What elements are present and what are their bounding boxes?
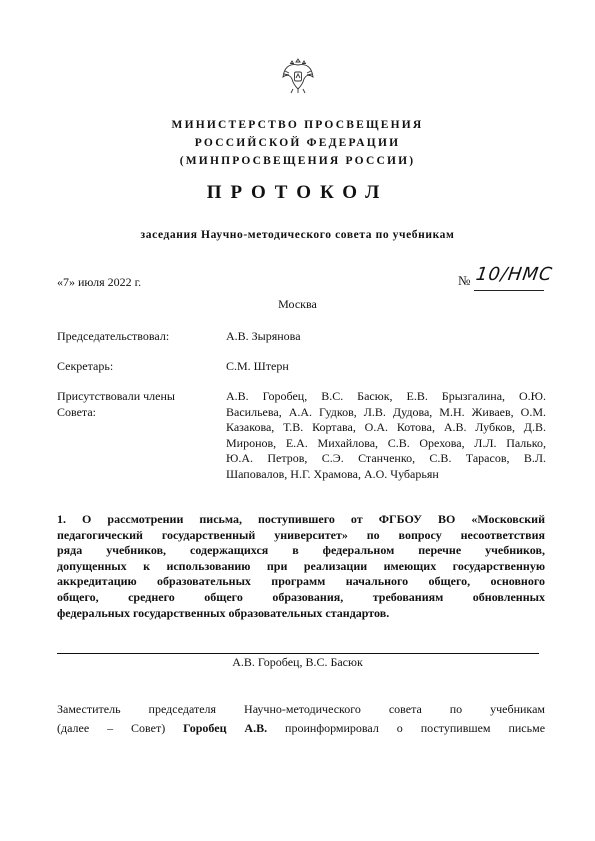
present-members-line: А.В. Горобец, В.С. Басюк, Е.В. Брызгалина, О.Ю. (226, 389, 546, 403)
present-members-label: Присутствовали члены Совета: (57, 389, 175, 419)
body-text-bold-name: Горобец А.В. (183, 721, 268, 735)
protocol-number-underline (474, 290, 544, 291)
ministry-name-line1: МИНИСТЕРСТВО ПРОСВЕЩЕНИЯ (171, 119, 424, 131)
coat-of-arms-icon (281, 55, 315, 95)
agenda-item-line: педагогический государственный университет» по вопросу несоответствия (57, 527, 545, 542)
present-members-line: Миронов, Е.А. Михайлова, С.В. Орехова, Л.Л. Палько, (226, 435, 546, 450)
chair-label: Председательствовал: (57, 329, 170, 343)
agenda-item-line: аккредитацию образовательных программ начального общего, основного (57, 574, 545, 589)
body-paragraph (57, 700, 545, 738)
present-members-line: Ю.А. Петров, С.Э. Станченко, С.В. Тарасов, В.Л. (226, 451, 546, 466)
secretary-label: Секретарь: (57, 359, 114, 373)
present-members-list (226, 389, 546, 483)
city: Москва (278, 297, 317, 311)
secretary-value: С.М. Штерн (226, 359, 289, 373)
agenda-item-line: федеральных государственных образовательных стандартов. (57, 605, 390, 620)
body-line: Заместитель председателя Научно-методического совета по учебникам (57, 702, 545, 716)
protocol-number-handwritten: 10/НМС (474, 264, 555, 285)
document-subtitle: заседания Научно-методического совета по учебникам (140, 229, 455, 241)
present-members-line: Шаповалов, Н.Г. Храмова, А.О. Чубарьян (226, 466, 439, 481)
document-title: ПРОТОКОЛ (206, 182, 389, 203)
agenda-item-line: допущенных к использованию при реализации имеющих государственную (57, 558, 545, 573)
present-members-line: Казакова, Т.В. Кортава, О.А. Котова, А.В. Лубков, Д.В. (226, 420, 546, 435)
agenda-item-line: общего, среднего общего образования, требованиям обновленных (57, 589, 545, 604)
ministry-name-line3: (МИНПРОСВЕЩЕНИЯ РОССИИ) (179, 155, 416, 167)
body-line (57, 719, 545, 738)
protocol-date: «7» июля 2022 г. (57, 275, 142, 289)
body-text-fragment: проинформировал о поступившем письме (285, 721, 546, 735)
agenda-item-heading (57, 512, 545, 621)
agenda-item-line: 1. О рассмотрении письма, поступившего от ФГБОУ ВО «Московский (57, 512, 545, 526)
present-members-line: Васильева, А.А. Гудков, Л.В. Дудова, М.Н. Живаев, О.М. (226, 404, 546, 419)
body-text-fragment: (далее – Совет) (57, 721, 166, 735)
horizontal-rule (57, 653, 539, 654)
protocol-number-sign: № (458, 273, 471, 288)
ministry-name-line2: РОССИЙСКОЙ ФЕДЕРАЦИИ (194, 137, 401, 149)
agenda-item-line: ряда учебников, содержащихся в федеральном перечне учебников, (57, 543, 545, 558)
chair-value: А.В. Зырянова (226, 329, 301, 343)
agenda-speakers: А.В. Горобец, В.С. Басюк (232, 655, 363, 669)
